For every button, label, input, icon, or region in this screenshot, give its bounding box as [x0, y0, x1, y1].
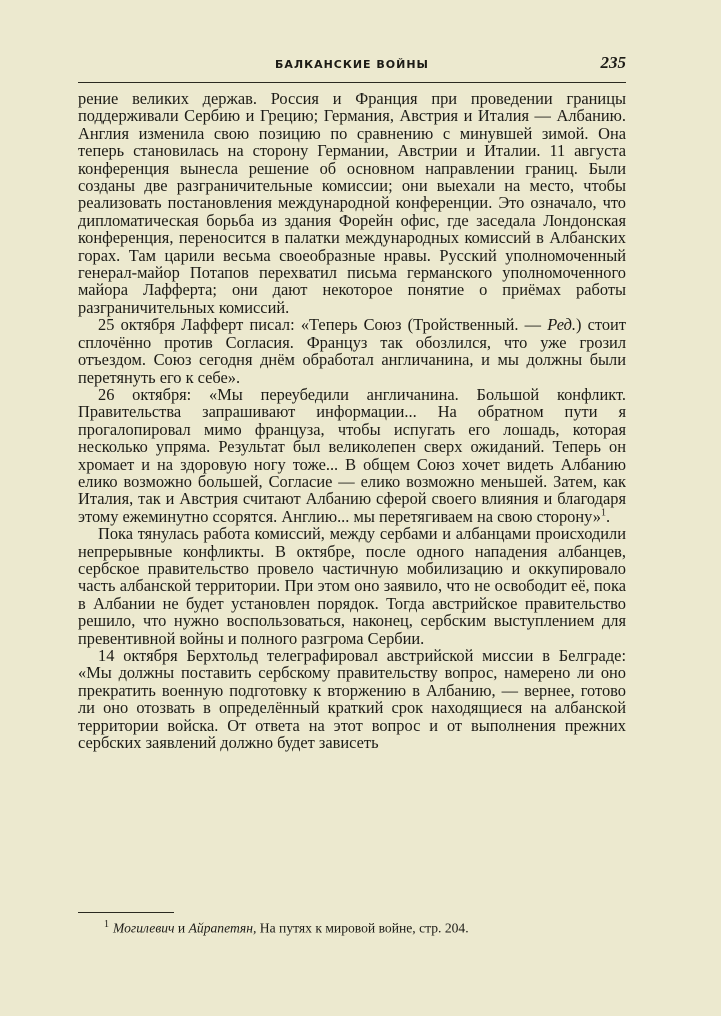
footnote-author-1: Могилевич: [113, 920, 175, 936]
footnote: [78, 917, 626, 937]
paragraph-4: Пока тянулась работа комиссий, между сербами и албанцами происходили непрерывные конфликты. В октябре, после одного нападения албанцев, сербское правительство провело частичную мобилизацию и оккупировало часть албанской территории. При этом оно заявило, что не освободит её, пока в Албании не будет установлен порядок. Тогда австрийское правительство решило, что нужно воспользоваться, наконец, сербским выступлением для превентивной войны и полного разгрома Сербии.: [78, 524, 626, 648]
footnote-rule: [78, 912, 174, 913]
paragraph-3-text: 26 октября: «Мы переубедили англичанина. Большой конфликт. Правительства запрашивают информации... На обратном пути я прогалопировал мимо француза, чтобы испугать его лошадь, которая несколько упряма. Результат был великолепен сверх ожиданий. Теперь он хромает и на здоровую ногу тоже... В общем Союз хочет видеть Албанию елико возможно большей, Согласие — елико возможно меньшей. Затем, как Италия, так и Австрия считают Албанию сферой своего влияния и благодаря этому ежеминутно ссорятся. Англию... мы перетягиваем на свою сторону»: [78, 384, 626, 526]
footnote-author-2: Айрапетян,: [188, 920, 257, 936]
page-number: 235: [600, 53, 626, 72]
body-text: [78, 90, 626, 751]
page-header: [78, 53, 626, 80]
paragraph-2-part-a: 25 октября Лафферт писал: «Теперь Союз (Тройственный. —: [98, 315, 548, 335]
paragraph-1: рение великих держав. Россия и Франция при проведении границы поддерживали Сербию и Грецию; Германия, Австрия и Италия — Албанию. Англия изменила свою позицию по сравнению с минувшей зимой. Она теперь становилась на сторону Германии, Австрии и Италии. 11 августа конференция вынесла решение об основном направлении границ. Были созданы две разграничительные комиссии; они выехали на место, чтобы реализовать постановления международной конференции. Это означало, что дипломатическая борьба из здания Форейн офис, где заседала Лондонская конференция, переносится в палатки международных комиссий в Албанских горах. Там царили весьма своеобразные нравы. Русский уполномоченный генерал-майор Потапов перехватил письма германского уполномоченного майора Лафферта; они дают некоторое понятие о приёмах работы разграничительных комиссий.: [78, 89, 626, 317]
paragraph-2-part-b: ) стоит сплочённо против Согласия. Француз так обозлился, что уже грозил отъездом. Союз сегодня днём обработал англичанина, и мы должны были перетянуть его к себе».: [78, 315, 626, 387]
paragraph-3-end: .: [605, 506, 611, 526]
footnote-mark: 1: [104, 919, 109, 930]
running-head: БАЛКАНСКИЕ ВОЙНЫ: [275, 58, 429, 71]
footnote-conjunction: и: [174, 920, 189, 936]
footnote-reference[interactable]: 1: [600, 507, 606, 519]
paragraph-5: 14 октября Берхтольд телеграфировал австрийской миссии в Белграде: «Мы должны поставить сербскому правительству вопрос, намерено ли оно прекратить военную подготовку к вторжению в Албанию, — вернее, готово ли оно отозвать в определённый краткий срок находящиеся на албанской территории войска. От ответа на этот вопрос и от выполнения прежних сербских заявлений должно будет зависеть: [78, 646, 626, 753]
paragraph-3: [78, 386, 626, 525]
footnote-source: На путях к мировой войне, стр. 204.: [256, 920, 469, 936]
paragraph-2: [78, 316, 626, 386]
header-rule: [78, 82, 626, 83]
editor-abbrev: Ред.: [547, 315, 576, 335]
